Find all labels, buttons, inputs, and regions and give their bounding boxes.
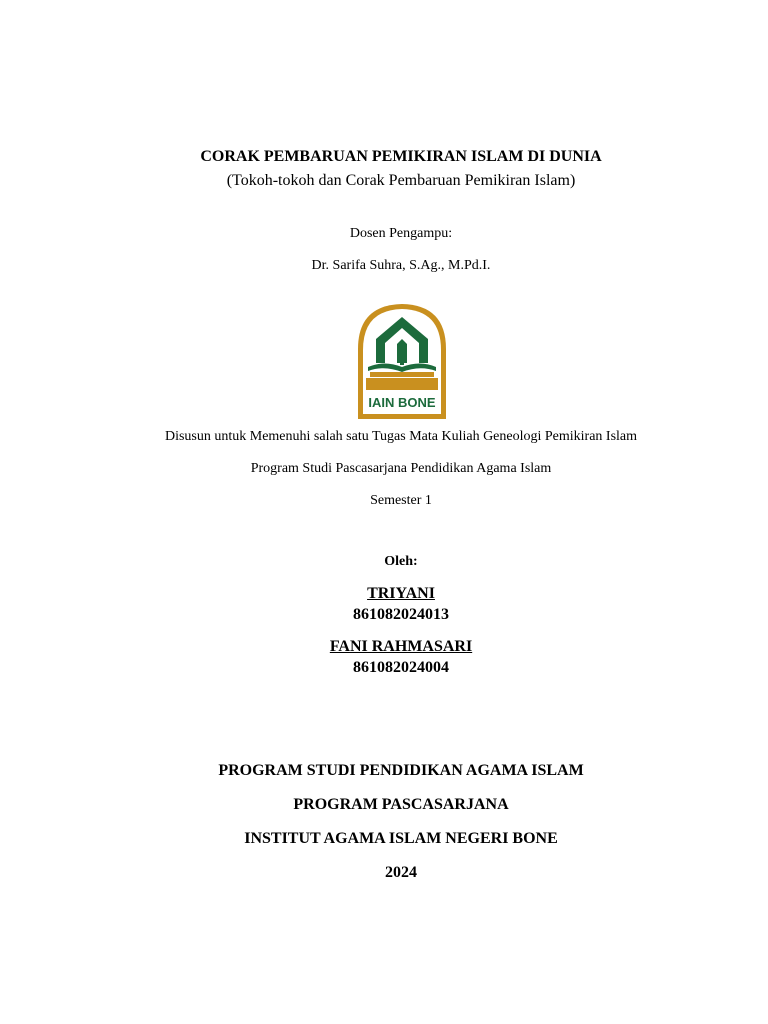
institution-name: INSTITUT AGAMA ISLAM NEGERI BONE bbox=[244, 830, 558, 847]
year: 2024 bbox=[385, 864, 417, 881]
program-text: Program Studi Pascasarjana Pendidikan Agama Islam bbox=[250, 461, 552, 476]
by-label: Oleh: bbox=[384, 554, 418, 569]
author-nim: 861082024004 bbox=[353, 659, 449, 676]
author-name: TRIYANI bbox=[367, 585, 435, 602]
author-name: FANI RAHMASARI bbox=[329, 638, 473, 655]
logo-text: IAIN BONE bbox=[368, 395, 436, 410]
document-subtitle: (Tokoh-tokoh dan Corak Pembaruan Pemikiran Islam) bbox=[226, 172, 576, 189]
study-program: PROGRAM STUDI PENDIDIKAN AGAMA ISLAM bbox=[218, 762, 584, 779]
graduate-program: PROGRAM PASCASARJANA bbox=[293, 796, 509, 813]
iain-bone-logo bbox=[354, 301, 450, 421]
semester-text: Semester 1 bbox=[370, 493, 432, 508]
lecturer-label: Dosen Pengampu: bbox=[349, 226, 453, 241]
author-nim: 861082024013 bbox=[353, 606, 449, 623]
purpose-text: Disusun untuk Memenuhi salah satu Tugas Mata Kuliah Geneologi Pemikiran Islam bbox=[164, 429, 638, 444]
document-title: CORAK PEMBARUAN PEMIKIRAN ISLAM DI DUNIA bbox=[200, 148, 602, 165]
lecturer-name: Dr. Sarifa Suhra, S.Ag., M.Pd.I. bbox=[311, 258, 491, 273]
